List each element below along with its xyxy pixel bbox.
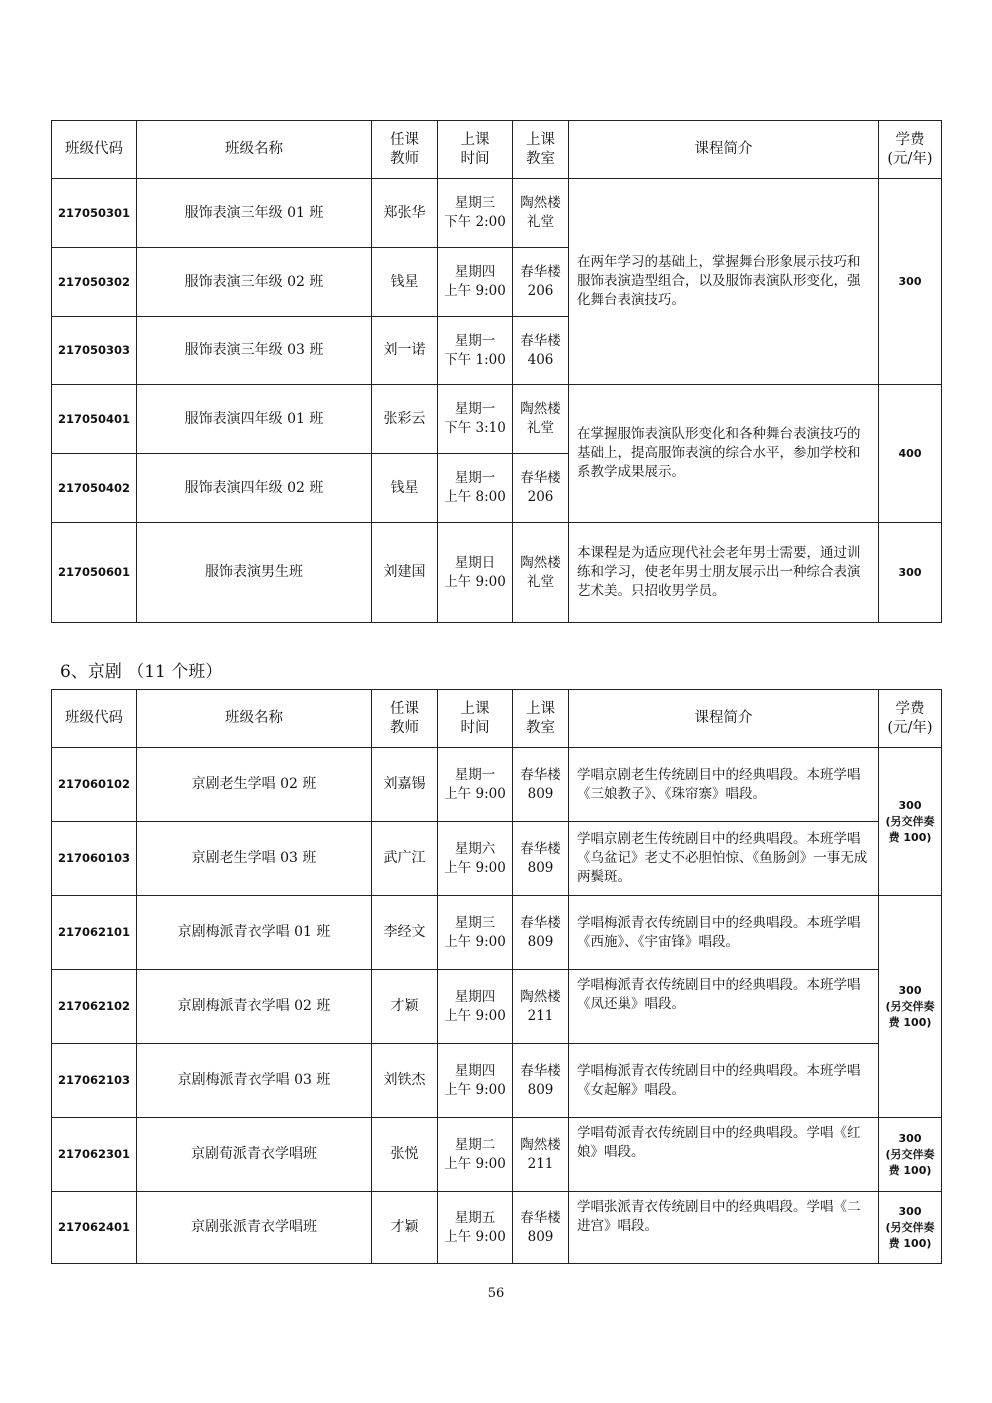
class-time: 星期五 上午 9:00	[438, 1192, 513, 1264]
classroom: 春华楼 809	[513, 896, 569, 970]
table-row	[52, 970, 942, 1044]
course-description: 学唱荀派青衣传统剧目中的经典唱段。学唱《红娘》唱段。	[569, 1118, 879, 1192]
table-row	[52, 523, 942, 623]
header-code: 班级代码	[52, 121, 137, 179]
class-time: 星期三 上午 9:00	[438, 896, 513, 970]
class-name: 京剧老生学唱 03 班	[137, 822, 372, 896]
class-code: 217050601	[52, 523, 137, 623]
classroom: 春华楼 206	[513, 248, 569, 317]
table-row	[52, 1044, 942, 1118]
classroom: 春华楼 809	[513, 1044, 569, 1118]
class-name: 服饰表演三年级 01 班	[137, 179, 372, 248]
classroom: 春华楼 809	[513, 822, 569, 896]
class-time: 星期一 下午 1:00	[438, 317, 513, 385]
teacher-name: 钱星	[372, 454, 438, 523]
table-row	[52, 1118, 942, 1192]
class-code: 217050402	[52, 454, 137, 523]
class-code: 217060102	[52, 748, 137, 822]
class-code: 217062401	[52, 1192, 137, 1264]
class-name: 京剧梅派青衣学唱 03 班	[137, 1044, 372, 1118]
class-name: 京剧梅派青衣学唱 01 班	[137, 896, 372, 970]
classroom: 春华楼 406	[513, 317, 569, 385]
teacher-name: 武广江	[372, 822, 438, 896]
page-number: 56	[487, 1286, 505, 1301]
table-row	[52, 822, 942, 896]
classroom: 陶然楼 礼堂	[513, 179, 569, 248]
class-time: 星期二 上午 9:00	[438, 1118, 513, 1192]
header-time: 上课 时间	[438, 121, 513, 179]
course-description: 在两年学习的基础上，掌握舞台形象展示技巧和服饰表演造型组合，以及服饰表演队形变化，强化舞台表演技巧。	[569, 179, 879, 385]
table-row	[52, 896, 942, 970]
class-time: 星期四 上午 9:00	[438, 970, 513, 1044]
class-name: 京剧梅派青衣学唱 02 班	[137, 970, 372, 1044]
course-description: 学唱张派青衣传统剧目中的经典唱段。学唱《二进宫》唱段。	[569, 1192, 879, 1264]
class-time: 星期一 下午 3:10	[438, 385, 513, 454]
class-code: 217062102	[52, 970, 137, 1044]
teacher-name: 李经文	[372, 896, 438, 970]
header-desc: 课程简介	[569, 121, 879, 179]
course-description: 在掌握服饰表演队形变化和各种舞台表演技巧的基础上，提高服饰表演的综合水平，参加学校和系教学成果展示。	[569, 385, 879, 523]
section-title: 6、京剧 （11 个班）	[60, 662, 223, 682]
header-code: 班级代码	[52, 690, 137, 748]
tuition-fee: 300 (另交伴奏 费 100)	[879, 1192, 942, 1264]
course-description: 本课程是为适应现代社会老年男士需要，通过训练和学习，使老年男士朋友展示出一种综合表演艺术美。只招收男学员。	[569, 523, 879, 623]
teacher-name: 张彩云	[372, 385, 438, 454]
class-time: 星期日 上午 9:00	[438, 523, 513, 623]
class-time: 星期三 下午 2:00	[438, 179, 513, 248]
class-code: 217062103	[52, 1044, 137, 1118]
class-time: 星期一 上午 8:00	[438, 454, 513, 523]
course-description: 学唱京剧老生传统剧目中的经典唱段。本班学唱《三娘教子》、《珠帘寨》唱段。	[569, 748, 879, 822]
class-code: 217050303	[52, 317, 137, 385]
tuition-fee: 300	[879, 179, 942, 385]
class-time: 星期四 上午 9:00	[438, 248, 513, 317]
teacher-name: 刘建国	[372, 523, 438, 623]
table-row	[52, 179, 942, 248]
classroom: 陶然楼 礼堂	[513, 385, 569, 454]
table-row	[52, 385, 942, 454]
teacher-name: 才颖	[372, 970, 438, 1044]
teacher-name: 郑张华	[372, 179, 438, 248]
class-time: 星期一 上午 9:00	[438, 748, 513, 822]
course-description: 学唱梅派青衣传统剧目中的经典唱段。本班学唱《女起解》唱段。	[569, 1044, 879, 1118]
tuition-fee: 300 (另交伴奏 费 100)	[879, 748, 942, 896]
course-description: 学唱梅派青衣传统剧目中的经典唱段。本班学唱《西施》、《宇宙锋》唱段。	[569, 896, 879, 970]
classroom: 春华楼 809	[513, 1192, 569, 1264]
header-room: 上课 教室	[513, 690, 569, 748]
teacher-name: 刘铁杰	[372, 1044, 438, 1118]
class-code: 217060103	[52, 822, 137, 896]
class-code: 217062101	[52, 896, 137, 970]
teacher-name: 张悦	[372, 1118, 438, 1192]
class-name: 京剧荀派青衣学唱班	[137, 1118, 372, 1192]
header-row	[52, 690, 942, 748]
fashion-show-class-table	[51, 120, 942, 623]
classroom: 陶然楼 礼堂	[513, 523, 569, 623]
header-desc: 课程简介	[569, 690, 879, 748]
header-time: 上课 时间	[438, 690, 513, 748]
teacher-name: 钱星	[372, 248, 438, 317]
header-fee: 学费 (元/年)	[879, 690, 942, 748]
peking-opera-class-table	[51, 689, 942, 1264]
classroom: 陶然楼 211	[513, 1118, 569, 1192]
classroom: 陶然楼 211	[513, 970, 569, 1044]
course-description: 学唱梅派青衣传统剧目中的经典唱段。本班学唱《凤还巢》唱段。	[569, 970, 879, 1044]
header-name: 班级名称	[137, 121, 372, 179]
classroom: 春华楼 206	[513, 454, 569, 523]
class-name: 服饰表演男生班	[137, 523, 372, 623]
class-name: 京剧老生学唱 02 班	[137, 748, 372, 822]
class-name: 京剧张派青衣学唱班	[137, 1192, 372, 1264]
header-room: 上课 教室	[513, 121, 569, 179]
header-name: 班级名称	[137, 690, 372, 748]
teacher-name: 才颖	[372, 1192, 438, 1264]
class-name: 服饰表演三年级 03 班	[137, 317, 372, 385]
class-code: 217050301	[52, 179, 137, 248]
header-row	[52, 121, 942, 179]
class-code: 217050302	[52, 248, 137, 317]
class-name: 服饰表演三年级 02 班	[137, 248, 372, 317]
tuition-fee: 300 (另交伴奏 费 100)	[879, 896, 942, 1118]
class-name: 服饰表演四年级 01 班	[137, 385, 372, 454]
class-time: 星期四 上午 9:00	[438, 1044, 513, 1118]
table-row	[52, 1192, 942, 1264]
tuition-fee: 300	[879, 523, 942, 623]
teacher-name: 刘一诺	[372, 317, 438, 385]
classroom: 春华楼 809	[513, 748, 569, 822]
course-description: 学唱京剧老生传统剧目中的经典唱段。本班学唱《乌盆记》老丈不必胆怕惊、《鱼肠剑》一事无成两鬓斑。	[569, 822, 879, 896]
header-teacher: 任课 教师	[372, 121, 438, 179]
tuition-fee: 400	[879, 385, 942, 523]
teacher-name: 刘嘉锡	[372, 748, 438, 822]
class-name: 服饰表演四年级 02 班	[137, 454, 372, 523]
class-time: 星期六 上午 9:00	[438, 822, 513, 896]
table-row	[52, 748, 942, 822]
header-fee: 学费 (元/年)	[879, 121, 942, 179]
header-teacher: 任课 教师	[372, 690, 438, 748]
class-code: 217050401	[52, 385, 137, 454]
class-code: 217062301	[52, 1118, 137, 1192]
tuition-fee: 300 (另交伴奏 费 100)	[879, 1118, 942, 1192]
